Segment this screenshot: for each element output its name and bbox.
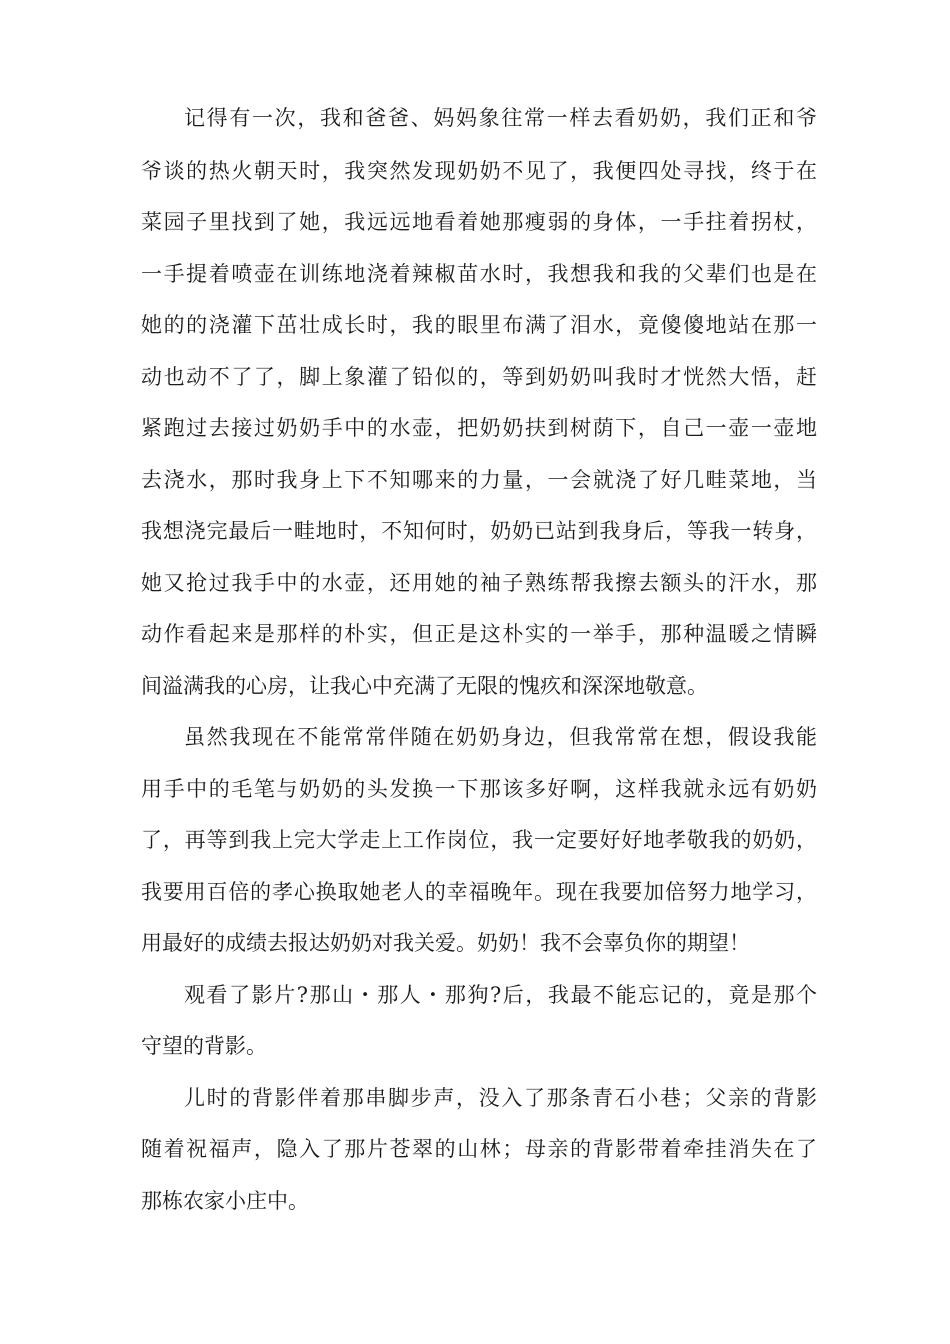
paragraph-line: 守望的背影。 xyxy=(141,1034,267,1058)
paragraph-line: 去浇水，那时我身上下不知哪来的力量，一会就浇了好几畦菜地，当 xyxy=(141,468,817,492)
paragraph-line: 记得有一次，我和爸爸、妈妈象往常一样去看奶奶，我们正和爷 xyxy=(184,106,817,130)
paragraph-line: 一手提着喷壶在训练地浇着辣椒苗水时，我想我和我的父辈们也是在 xyxy=(141,262,817,286)
paragraph-line: 随着祝福声，隐入了那片苍翠的山林；母亲的背影带着牵挂消失在了 xyxy=(141,1137,817,1161)
paragraph-line: 那栋农家小庄中。 xyxy=(141,1189,309,1213)
paragraph-line: 动作看起来是那样的朴实，但正是这朴实的一举手，那种温暖之情瞬 xyxy=(141,622,817,646)
paragraph-line: 了，再等到我上完大学走上工作岗位，我一定要好好地孝敬我的奶奶， xyxy=(141,828,817,852)
paragraph-line: 观看了影片?那山・那人・那狗?后，我最不能忘记的，竟是那个 xyxy=(184,983,817,1007)
paragraph-line: 用最好的成绩去报达奶奶对我关爱。奶奶！我不会辜负你的期望！ xyxy=(141,931,750,955)
paragraph-line: 用手中的毛笔与奶奶的头发换一下那该多好啊，这样我就永远有奶奶 xyxy=(141,777,817,801)
paragraph-line: 虽然我现在不能常常伴随在奶奶身边，但我常常在想，假设我能 xyxy=(184,725,817,749)
paragraph-line: 动也动不了了，脚上象灌了铅似的，等到奶奶叫我时才恍然大悟，赶 xyxy=(141,365,817,389)
paragraph-line: 儿时的背影伴着那串脚步声，没入了那条青石小巷；父亲的背影 xyxy=(184,1086,817,1110)
paragraph-line: 她又抢过我手中的水壶，还用她的袖子熟练帮我擦去额头的汗水，那 xyxy=(141,571,817,595)
paragraph-line: 爷谈的热火朝天时，我突然发现奶奶不见了，我便四处寻找，终于在 xyxy=(141,159,817,183)
paragraph-line: 我要用百倍的孝心换取她老人的幸福晚年。现在我要加倍努力地学习， xyxy=(141,880,817,904)
paragraph-line: 紧跑过去接过奶奶手中的水壶，把奶奶扶到树荫下，自己一壶一壶地 xyxy=(141,416,817,440)
paragraph-line: 她的的浇灌下茁壮成长时，我的眼里布满了泪水，竟傻傻地站在那一 xyxy=(141,313,817,337)
paragraph-line: 我想浇完最后一畦地时，不知何时，奶奶已站到我身后，等我一转身， xyxy=(141,519,817,543)
paragraph-line: 菜园子里找到了她，我远远地看着她那瘦弱的身体，一手拄着拐杖， xyxy=(141,210,817,234)
paragraph-line: 间溢满我的心房，让我心中充满了无限的愧疚和深深地敬意。 xyxy=(141,674,708,698)
